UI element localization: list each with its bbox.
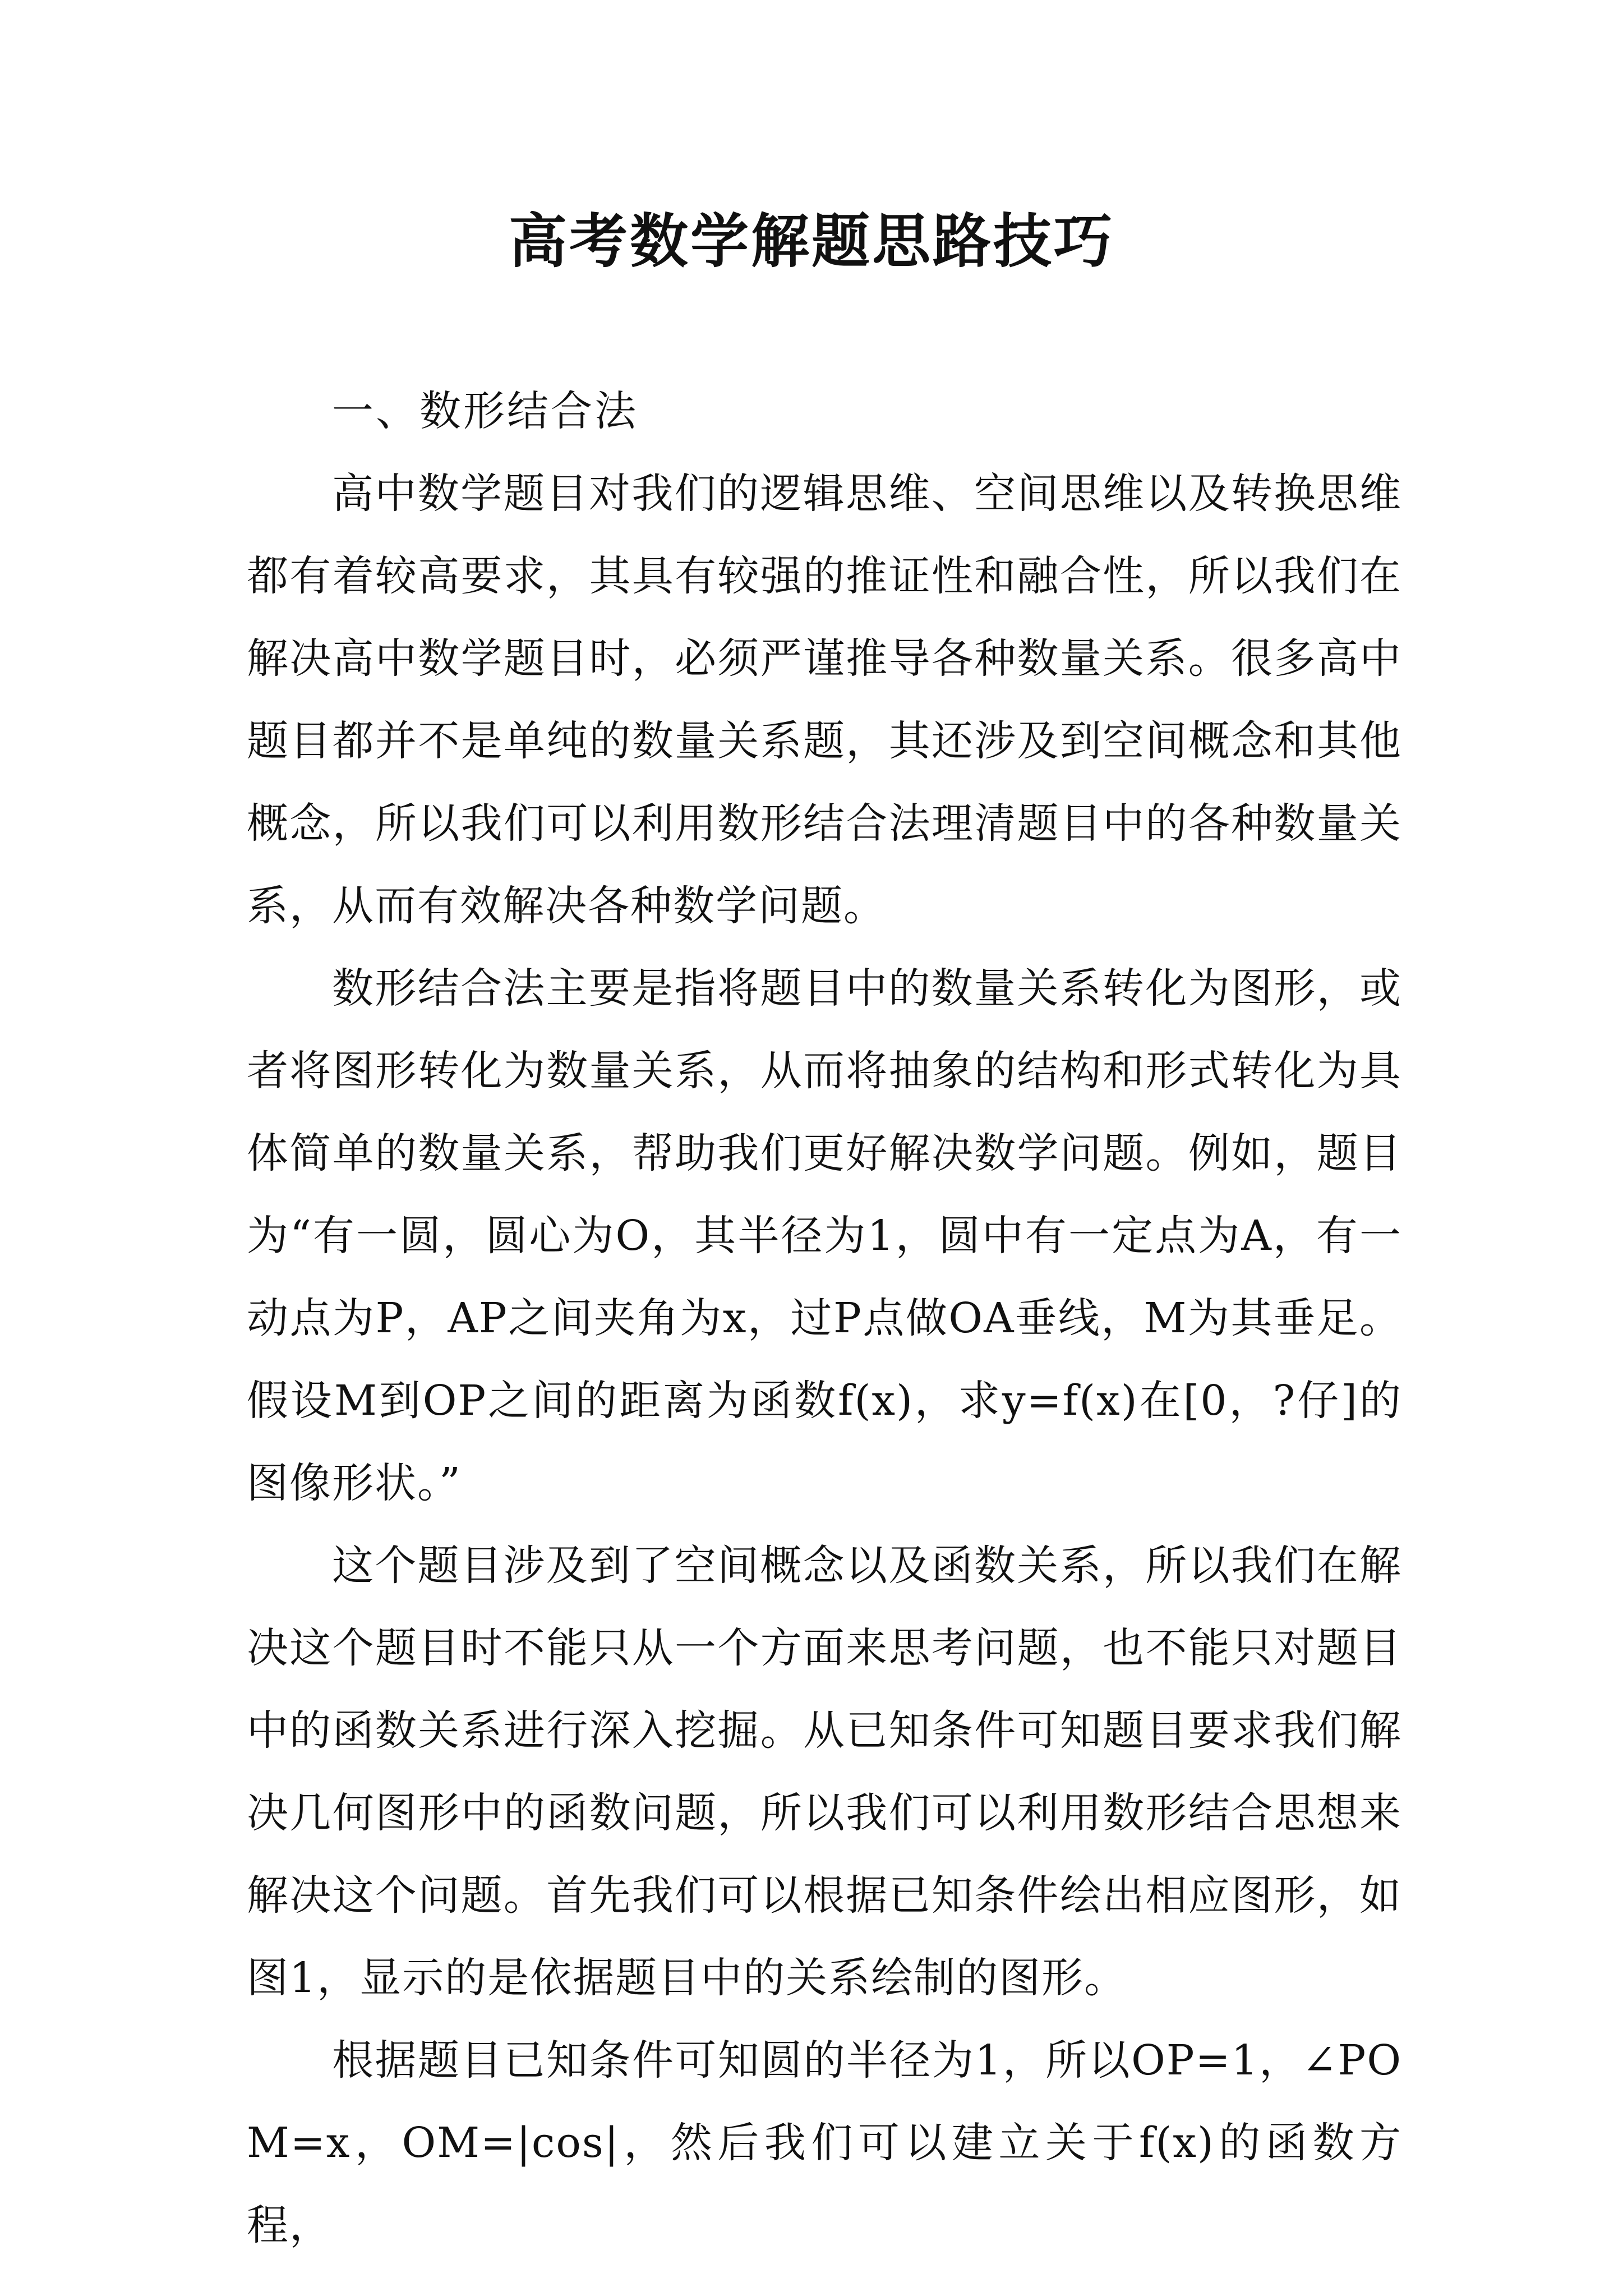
paragraph-4: 根据题目已知条件可知圆的半径为1，所以OP=1，∠POM=x，OM=|cos|，然后我们可以建立关于f(x)的函数方程， [247,2036,1402,2249]
section-heading: 一、数形结合法 [332,387,638,435]
paragraph-1: 高中数学题目对我们的逻辑思维、空间思维以及转换思维都有着较高要求，其具有较强的推证性和融合性，所以我们在解决高中数学题目时，必须严谨推导各种数量关系。很多高中题目都并不是单纯的数量关系题，其还涉及到空间概念和其他概念，所以我们可以利用数形结合法理清题目中的各种数量关系，从而有效解决各种数学问题。 [247,470,1402,930]
paragraph-2: 数形结合法主要是指将题目中的数量关系转化为图形，或者将图形转化为数量关系，从而将抽象的结构和形式转化为具体简单的数量关系，帮助我们更好解决数学问题。例如，题目为“有一圆，圆心为O，其半径为1，圆中有一定点为A，有一动点为P，AP之间夹角为x，过P点做OA垂线，M为其垂足。假设M到OP之间的距离为函数f(x)，求y=f(x)在[0，?仔]的图像形状。” [247,964,1402,1507]
paragraph-3: 这个题目涉及到了空间概念以及函数关系，所以我们在解决这个题目时不能只从一个方面来思考问题，也不能只对题目中的函数关系进行深入挖掘。从已知条件可知题目要求我们解决几何图形中的函数问题，所以我们可以利用数形结合思想来解决这个问题。首先我们可以根据已知条件绘出相应图形，如图1，显示的是依据题目中的关系绘制的图形。 [247,1542,1402,2002]
document-body [247,370,1402,2267]
document-title: 高考数学解题思路技巧 [508,207,1114,275]
